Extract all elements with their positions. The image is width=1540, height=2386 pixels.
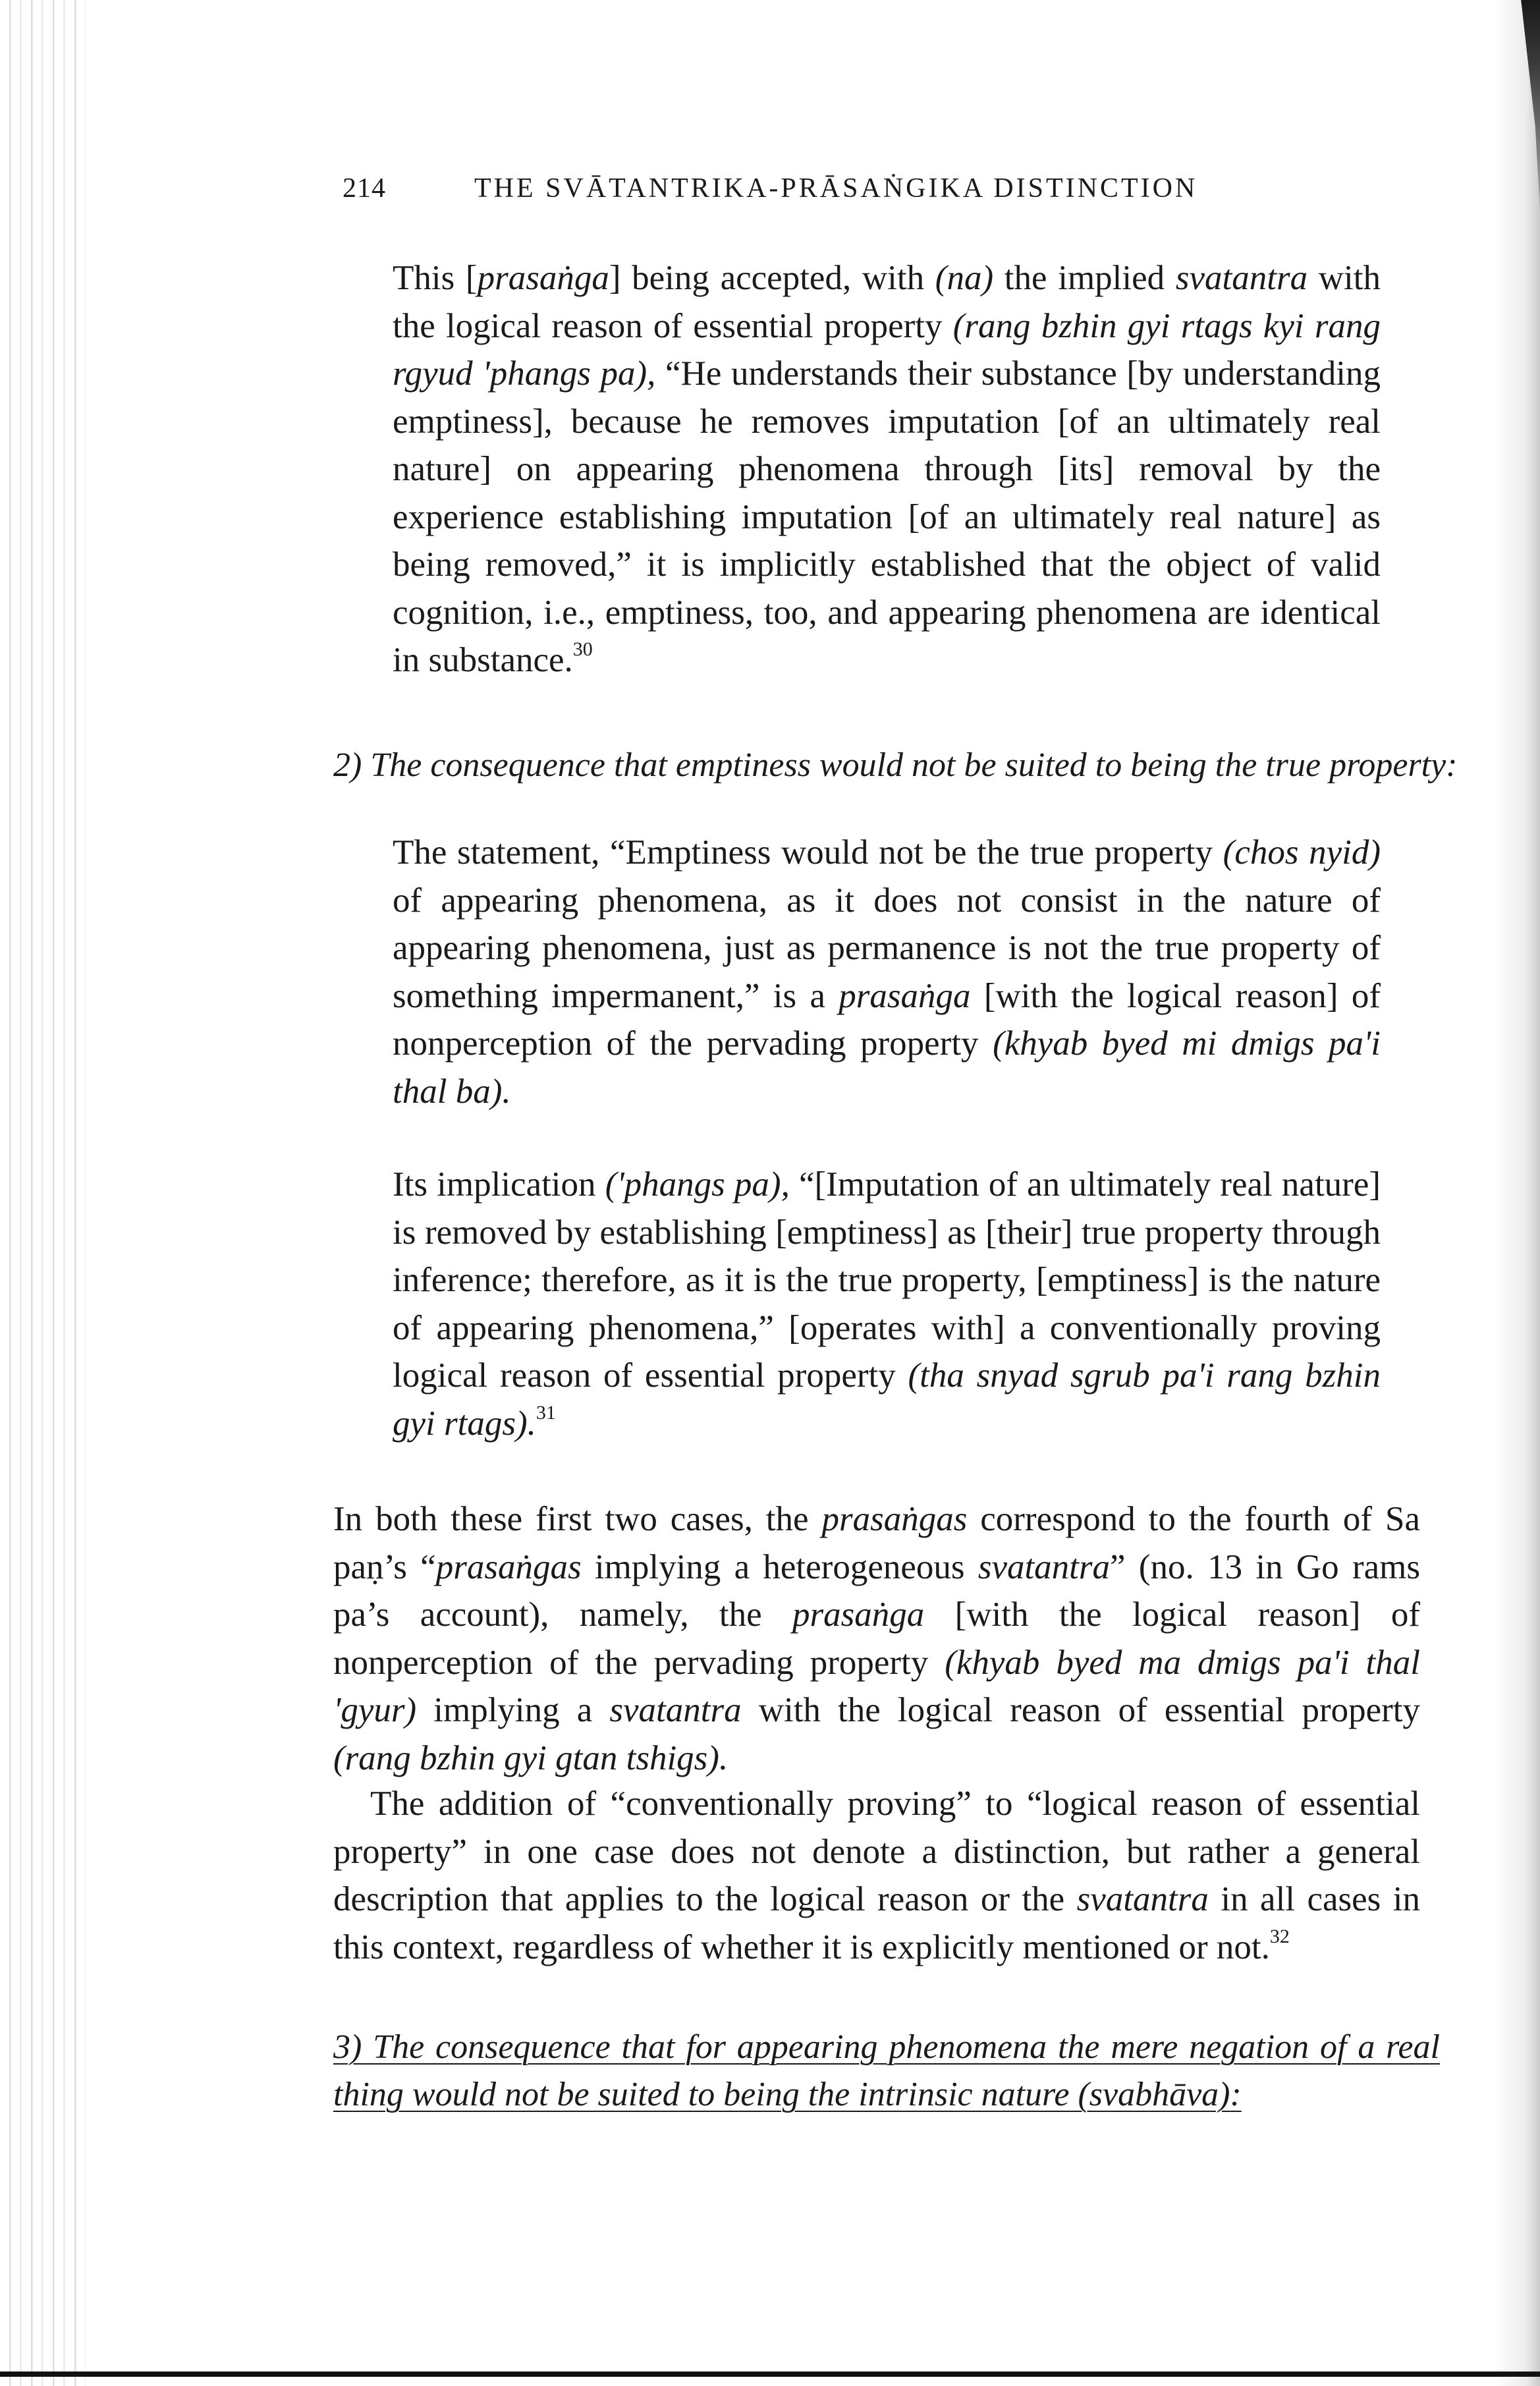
- body-paragraph-2: The addition of “conventionally proving” to “logical reason of essential property” in one case does not denote a distinction, but rather a general description that applies to the logical reason or the svatantra in all cases in this context, regardless of whether it is explicitly mentioned or not.$^{32}$: [333, 1785, 1420, 1966]
- running-title: THE SVĀTANTRIKA-PRĀSAṄGIKA DISTINCTION: [474, 173, 1198, 204]
- running-header: [343, 173, 1462, 204]
- quote-paragraph-2: The statement, “Emptiness would not be the true property (chos nyid) of appearing phenomena, as it does not consist in the nature of appearing phenomena, just as permanence is not the true property of something impermanent,” is a prasaṅga [with the logical reason] of nonperception of the pervading property (khyab byed mi dmigs pa'i thal ba).: [393, 833, 1381, 1111]
- page-number: 214: [343, 173, 386, 204]
- footnote-ref-30: 30: [572, 638, 593, 660]
- footnote-ref-32: 32: [1269, 1925, 1290, 1947]
- scan-bottom-edge: [0, 2372, 1540, 2377]
- section-heading-2: 2) The consequence that emptiness would not be suited to being the true property:: [333, 746, 1458, 784]
- body-paragraph-1: In both these first two cases, the prasaṅgas correspond to the fourth of Sa paṇ’s “prasaṅgas implying a heterogeneous svatantra” (no. 13 in Go rams pa’s account), namely, the prasaṅga [with the logical reason] of nonperception of the pervading property (khyab byed ma dmigs pa'i thal 'gyur) implying a svatantra with the logical reason of essential property (rang bzhin gyi gtan tshigs).: [333, 1500, 1421, 1777]
- binding-gutter: [0, 0, 86, 2386]
- page-edge-shadow: [1494, 0, 1540, 2386]
- quote-paragraph-1: This [prasaṅga] being accepted, with (na) the implied svatantra with the logical reason of essential property (rang bzhin gyi rtags kyi rang rgyud 'phangs pa), “He understands their substance [by understanding emptiness], because he removes imputation [of an ultimately real nature] on appearing phenomena through [its] removal by the experience establishing imputation [of an ultimately real nature] as being removed,” it is implicitly established that the object of valid cognition, i.e., emptiness, too, and appearing phenomena are identical in substance.$^{30}$: [393, 259, 1381, 679]
- footnote-ref-31: 31: [536, 1401, 556, 1424]
- section-heading-3: 3) The consequence that for appearing phenomena the mere negation of a real thing would not be suited to being the intrinsic nature (svabhāva):: [333, 2028, 1440, 2113]
- quote-paragraph-3: Its implication ('phangs pa), “[Imputation of an ultimately real nature] is removed by establishing [emptiness] as [their] true property through inference; therefore, as it is the true property, [emptiness] is the nature of appearing phenomena,” [operates with] a conventionally proving logical reason of essential property (tha snyad sgrub pa'i rang bzhin gyi rtags).$^{31}$: [393, 1165, 1381, 1443]
